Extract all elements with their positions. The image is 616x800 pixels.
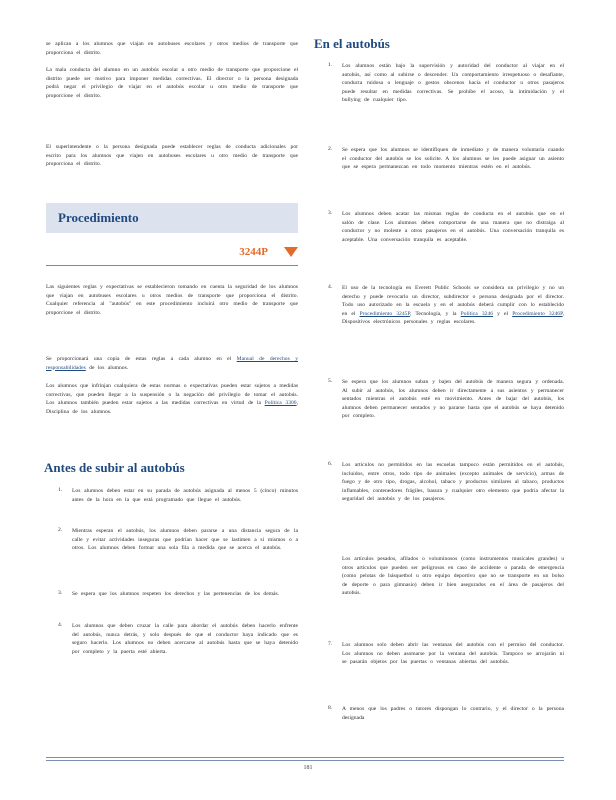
list-item: Los artículos no permitidos en las escuelas tampoco están permitidos en el autobús, incluidos, entre otros, todo tipo de animales (excepto animales de servicio), armas de fuego y de otro tipo, drogas, alcohol, tabaco y productos similares al tabaco, productos inflamables, contenedores frágiles, basura y cualquier otro elemento que podría afectar la seguridad del autobús y de los pasajeros. (342, 462, 564, 503)
list-item-number: 3. (328, 210, 333, 216)
list-item-number: 5. (328, 378, 333, 384)
page-number: 181 (303, 765, 313, 771)
policy-3300-link[interactable]: Política 3300 (264, 400, 297, 407)
footer-divider-top (46, 757, 564, 758)
list-item-number: 1. (328, 62, 333, 68)
handbook-text-b: de los alumnos. (85, 364, 129, 371)
list-item: Se espera que los alumnos suban y bajen del autobús de manera segura y ordenada. Al subir al autobús, los alumnos deben ir directamente a sus asientos y permanecer sentados mientras el autobús esté en movimiento. Antes de bajar del autobús, los alumnos deben permanecer sentados y no pararse hasta que el autobús se haya detenido por completo. (342, 379, 564, 420)
technology-text-a: El uso de la tecnología en Everett Public Schools se considera un privilegio y no un derecho y puede revocarlo un director, subdirector o persona designada por el director. Todo uso autorizado en la escuela y en el autobús deberá cumplir con lo establecido en el (342, 285, 564, 317)
technology-text-b: , Tecnología, y la (409, 310, 461, 317)
procedure-3246p-link[interactable]: Procedimiento 3246P (512, 310, 563, 317)
before-boarding-heading: Antes de subir al autobús (44, 460, 185, 475)
list-item-number: 4. (328, 284, 333, 290)
triangle-down-icon (284, 247, 298, 257)
list-item: Los alumnos deben acatar las mismas reglas de conducta en el autobús que en el salón de clase. Los alumnos deben comportarse de una manera que no distraiga al conductor y no moleste a otros pasajeros en el autobús. Una conversación tranquila es aceptable. Una conversación tranquila es aceptable. (342, 211, 564, 243)
list-item: A menos que los padres o tutores dispongan lo contrario, y el director o la persona designada (342, 706, 564, 721)
violations-paragraph (46, 382, 298, 416)
list-item-number: 2. (328, 146, 333, 152)
list-item-number: 6. (328, 461, 333, 467)
handbook-link[interactable]: Manual de derechos y responsabilidades (46, 356, 298, 371)
list-item-number: 3. (58, 590, 63, 596)
handbook-text-a: Se proporcionará una copia de estas reglas a cada alumno en el (46, 356, 237, 362)
footer-divider-bottom (46, 760, 564, 761)
list-item: Los alumnos deben estar en su parada de autobús asignada al menos 5 (cinco) minutos antes de la hora en la que está programado que llegue el autobús. (72, 488, 298, 503)
list-item-number: 2. (58, 527, 63, 533)
policy-3246-link[interactable]: Política 3246 (460, 310, 494, 317)
list-item-number: 4. (58, 622, 63, 628)
policy-code: 3244P (239, 246, 268, 258)
list-item-number: 7. (328, 641, 333, 647)
on-bus-heading: En el autobús (314, 36, 390, 51)
list-item (342, 284, 564, 327)
list-item: Mientras esperan el autobús, los alumnos deben pararse a una distancia segura de la calle y evitar actividades inseguras que podrían hacer que se lastimen a sí mismos o a otros. Los alumnos deben formar una sola fila a medida que se acerca el autobús. (72, 528, 298, 552)
bus-rules-intro-paragraph: se aplican a los alumnos que viajan en autobuses escolares y otros medios de transporte que proporciona el distrito. (46, 41, 298, 56)
procedure-heading: Procedimiento (58, 210, 139, 225)
list-item: Los alumnos solo deben abrir las ventanas del autobús con el permiso del conductor. Los alumnos no deben asomarse por la ventana del autobús. Tampoco se arrojarán ni se pasarán objetos por las puertas o ventanas abiertas del autobús. (342, 642, 564, 666)
list-item: Los alumnos que deben cruzar la calle para abordar el autobús deben hacerlo enfrente del autobús, nunca detrás, y solo después de que el conductor haya indicado que es seguro hacerlo. Los alumnos no deben acercarse al autobús hasta que se haya detenido por completo y la puerta esté abierta. (72, 623, 298, 655)
misconduct-paragraph: La mala conducta del alumno en un autobús escolar u otro medio de transporte que proporcione el distrito puede ser motivo para imponer medidas correctivas. El director o la persona designada podrá negar el privilegio de viajar en el autobús escolar u otro medio de transporte que proporcione el distrito. (46, 67, 298, 99)
list-item-continuation: Los artículos pesados, afilados o voluminosos (como instrumentos musicales grandes) u otros artículos que pueden ser peligrosos en caso de accidente o parada de emergencia (como pelotas de básquetbol u otro equipo deportivo que no se transporte en un bolso de deporte o para gimnasio) deben ir bien asegurados en el área de pasajeros del autobús. (342, 556, 564, 597)
technology-text-d: , Dispositivos electrónicos personales y reglas escolares. (342, 310, 564, 326)
list-item: Se espera que los alumnos se identifiquen de inmediato y de manera voluntaria cuando el conductor del autobús se los solicite. A los alumnos se les puede asignar un asiento que se espera permanezcan en todo momento mientras estén en el autobús. (342, 147, 564, 171)
superintendent-paragraph: El superintendente o la persona designada puede establecer reglas de conducta adicionales por escrito para los alumnos que viajen en autobuses escolares u otro medio de transporte que proporciona el distrito. (46, 144, 298, 168)
technology-text-c: y el (493, 310, 513, 317)
list-item: Los alumnos están bajo la supervisión y autoridad del conductor al viajar en el autobús, así como al subirse o descender. Un comportamiento irrespetuoso o desafiante, conducta ruidosa o lenguaje o gestos obscenos hacia el conductor u otros pasajeros puede resultar en medidas correctivas. Se prohíbe el acoso, la intimidación y el bullying de cualquier tipo. (342, 63, 564, 104)
list-item: Se espera que los alumnos respeten los derechos y las pertenencias de los demás. (72, 591, 280, 597)
rules-expectations-paragraph: Las siguientes reglas y expectativas se establecieron tomando en cuenta la seguridad de los alumnos que viajan en autobuses escolares u otros medios de transporte que proporciona el distrito. Cualquier referencia al "autobús" en este procedimiento incluirá otro medio de transporte que proporcione el distrito. (46, 284, 298, 316)
violations-text-a: Los alumnos que infrinjan cualquiera de estas normas o expectativas pueden estar sujetos a medidas correctivas, que pueden llegar a la suspensión o la negación del privilegio de tomar el autobús. Los alumnos también pueden estar sujetos a las medidas correctivas en virtud de la (46, 383, 298, 407)
violations-text-b: , Disciplina de los alumnos. (46, 400, 298, 415)
list-item-number: 1. (58, 487, 63, 493)
list-item-number: 8. (328, 705, 333, 711)
section-divider (46, 265, 298, 266)
handbook-paragraph (46, 355, 298, 372)
procedure-3245p-link[interactable]: Procedimiento 3245P (359, 310, 410, 317)
procedure-heading-band (46, 203, 298, 233)
